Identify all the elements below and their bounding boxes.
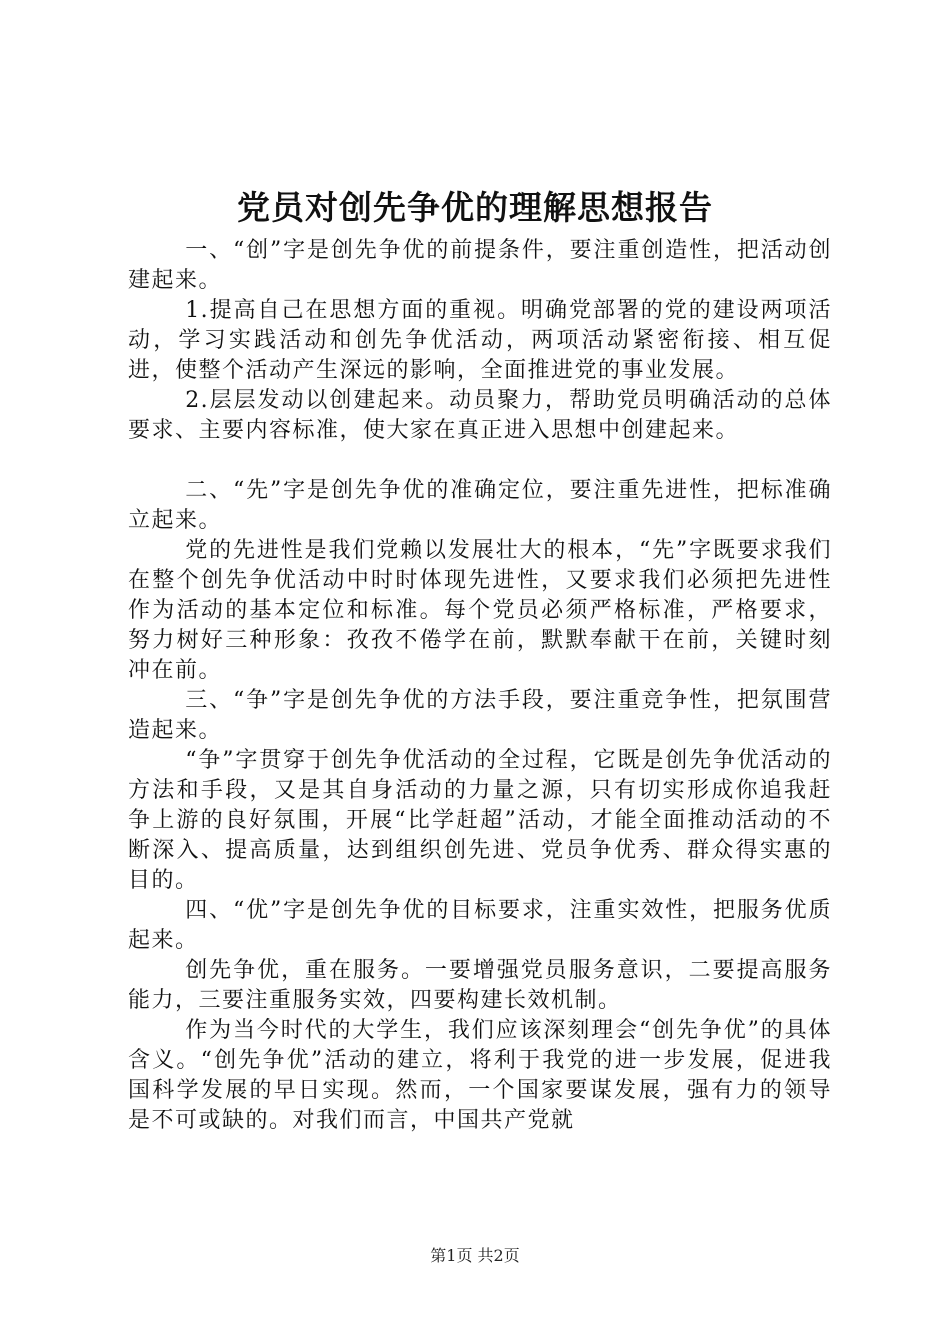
- paragraph: 1.提高自己在思想方面的重视。明确党部署的党的建设两项活动，学习实践活动和创先争优活动，两项活动紧密衔接、相互促进，使整个活动产生深远的影响，全面推进党的事业发展。: [128, 298, 832, 383]
- paragraph: 党的先进性是我们党赖以发展壮大的根本，“先”字既要求我们在整个创先争优活动中时时体现先进性，又要求我们必须把先进性作为活动的基本定位和标准。每个党员必须严格标准，严格要求，努力树好三种形象：孜孜不倦学在前，默默奉献干在前，关键时刻冲在前。: [128, 538, 832, 683]
- section-heading-2: 二、“先”字是创先争优的准确定位，要注重先进性，把标准确立起来。: [128, 478, 832, 533]
- section-heading-4: 四、“优”字是创先争优的目标要求，注重实效性，把服务优质起来。: [128, 898, 832, 953]
- paragraph: 作为当今时代的大学生，我们应该深刻理会“创先争优”的具体含义。“创先争优”活动的建立，将利于我党的进一步发展，促进我国科学发展的早日实现。然而，一个国家要谋发展，强有力的领导是不可或缺的。对我们而言，中国共产党就: [128, 1018, 832, 1133]
- document-body: [128, 236, 832, 1136]
- paragraph: 2.层层发动以创建起来。动员聚力，帮助党员明确活动的总体要求、主要内容标准，使大家在真正进入思想中创建起来。: [128, 388, 832, 443]
- section-heading-3: 三、“争”字是创先争优的方法手段，要注重竞争性，把氛围营造起来。: [128, 688, 832, 743]
- document-title: 党员对创先争优的理解思想报告: [237, 188, 713, 227]
- paragraph: “争”字贯穿于创先争优活动的全过程，它既是创先争优活动的方法和手段，又是其自身活动的力量之源，只有切实形成你追我赶争上游的良好氛围，开展“比学赶超”活动，才能全面推动活动的不断深入、提高质量，达到组织创先进、党员争优秀、群众得实惠的目的。: [128, 748, 832, 893]
- page-footer: 第1页 共2页: [430, 1246, 520, 1265]
- section-heading-1: 一、“创”字是创先争优的前提条件，要注重创造性，把活动创建起来。: [128, 238, 832, 293]
- paragraph: 创先争优，重在服务。一要增强党员服务意识，二要提高服务能力，三要注重服务实效，四要构建长效机制。: [128, 958, 832, 1013]
